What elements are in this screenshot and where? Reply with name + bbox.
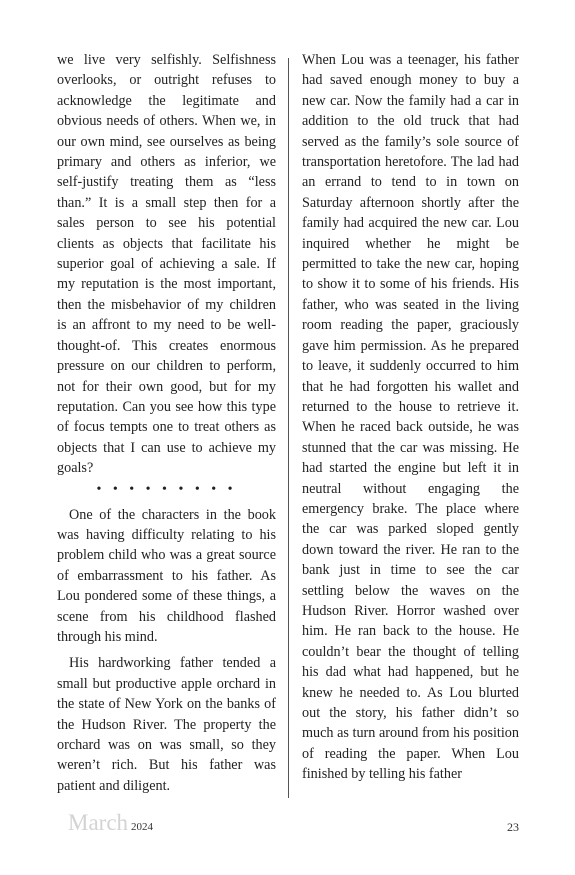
footer-year: 2024 (131, 821, 153, 833)
right-column (302, 50, 519, 785)
page-number: 23 (507, 820, 519, 834)
right-paragraph-1: When Lou was a teenager, his father had saved enough money to buy a new car. Now the family had a car in addition to the old truck that had served as the family’s sole source of transportation heretofore. The lad had an errand to tend to in town on Saturday afternoon shortly after the family had acquired the new car. Lou inquired whether he might be permitted to take the new car, hoping to show it to some of his friends. His father, who was seated in the living room reading the paper, graciously gave him permission. As he prepared to leave, it suddenly occurred to him that he had forgotten his wallet and returned to the house to retrieve it. When he raced back outside, he was stunned that the car was missing. He had started the engine but left it in neutral without engaging the emergency brake. The place where the car was parked sloped gently down toward the river. He ran to the bank just in time to see the car settling below the waves on the Hudson River. Horror washed over him. He ran back to the house. He couldn’t bear the thought of telling his dad what had happened, but he knew he needed to. As Lou blurted out the story, his father didn’t so much as turn around from his position of reading the paper. When Lou finished by telling his father (302, 52, 519, 783)
section-separator: • • • • • • • • • (96, 481, 237, 497)
column-divider (288, 58, 289, 798)
left-paragraph-2: One of the characters in the book was having difficulty relating to his problem child who was a great source of embarrassment to his father. As Lou pondered some of these things, a scene from his childhood flashed through his mind. (57, 506, 276, 645)
footer-month: March (68, 810, 129, 835)
left-column (57, 50, 276, 796)
left-paragraph-3: His hardworking father tended a small but productive apple orchard in the state of New York on the banks of the Hudson River. The property the orchard was on was small, so they weren’t rich. But his father was patient and diligent. (57, 655, 276, 794)
left-paragraph-1: we live very selfishly. Selfishness overlooks, or outright refuses to acknowledge the legitimate and obvious needs of others. When we, in our own mind, see ourselves as being primary and others as inferior, we self-justify treating them as “less than.” It is a small step then for a sales person to see his potential clients as objects that facilitate his superior goal of achieving a sale. If my reputation is the most important, then the misbehavior of my children is an affront to my need to be well-thought-of. This creates enormous pressure on our children to perform, not for their own good, but for my reputation. Can you see how this type of focus tempts one to treat others as objects that I can use to achieve my goals? (57, 52, 276, 477)
